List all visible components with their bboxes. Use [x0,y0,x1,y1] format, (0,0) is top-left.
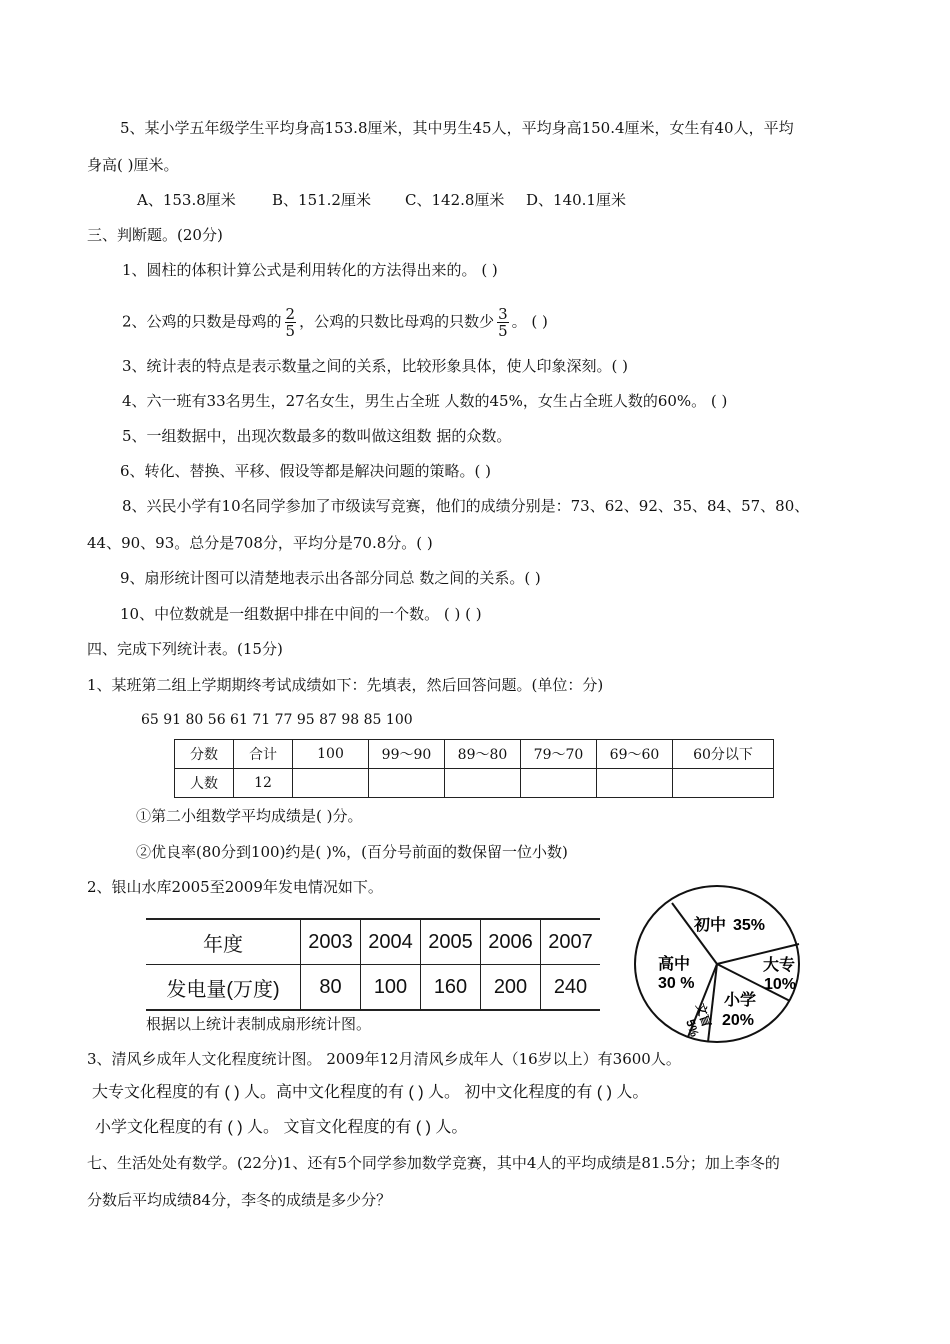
judge-q8-line2: 44、90、93。总分是708分，平均分是70.8分。( ) [87,534,433,552]
judge-q5: 5、一组数据中，出现次数最多的数叫做这组数 据的众数。 [122,427,512,445]
table-cell: 发电量(万度) [166,978,280,1001]
fraction-three-fifths [497,306,509,339]
question-average: ①第二小组数学平均成绩是( )分。 [136,807,363,825]
judge-q2-part-a: 2、公鸡的只数是母鸡的 [122,312,282,331]
table-header-cell: 99～90 [369,740,445,769]
table-header-cell: 2003 [301,919,361,965]
section3-title: 三、判断题。(20分) [87,226,223,244]
fraction-numerator: 2 [285,305,296,323]
pie-label-chuzhong: 初中 [694,917,727,934]
judge-q3: 3、统计表的特点是表示数量之间的关系，比较形象具体，使人印象深刻。( ) [122,357,629,375]
table-header-cell: 2005 [421,919,481,965]
judge-q1: 1、圆柱的体积计算公式是利用转化的方法得出来的。 ( ) [122,261,498,279]
table-cell-blank[interactable] [445,769,521,798]
table-cell: 200 [481,965,541,1011]
table-header-cell: 合计 [234,740,293,769]
score-table [174,739,774,798]
section7-line2: 分数后平均成绩84分，李冬的成绩是多少分？ [87,1191,392,1209]
education-pie-chart [632,885,814,1047]
section4-title: 四、完成下列统计表。(15分) [87,640,283,658]
table-cell-blank[interactable] [521,769,597,798]
table-cell-blank[interactable] [369,769,445,798]
pie-pct-wenmang: 5% [683,1017,702,1039]
pie-pct-dazhuan: 10% [764,976,797,993]
table-cell-blank[interactable] [597,769,673,798]
judge-q4: 4、六一班有33名男生，27名女生，男生占全班 人数的45%，女生占全班人数的60%。 ( ) [122,392,728,410]
judge-q8-line1: 8、兴民小学有10名同学参加了市级读写竞赛，他们的成绩分别是：73、62、92、35、84、57、80、 [122,497,810,515]
judge-q6: 6、转化、替换、平移、假设等都是解决问题的策略。( ) [120,462,492,480]
table-cell: 100 [361,965,421,1011]
pie-pct-xiaoxue: 20% [722,1012,755,1029]
table-cell-blank[interactable] [673,769,774,798]
table-header-cell: 60分以下 [673,740,774,769]
part3-title: 3、清风乡成年人文化程度统计图。 2009年12月清风乡成年人（16岁以上）有3600人。 [87,1050,681,1068]
mc5-option-d: D、140.1厘米 [526,191,626,209]
table-row [175,740,774,769]
table-header-cell: 2006 [481,919,541,965]
fraction-denominator: 5 [285,322,296,340]
table-header-cell: 79～70 [521,740,597,769]
table-cell: 80 [301,965,361,1011]
mc5-option-a: A、153.8厘米 [137,191,236,209]
part3-question-2: 小学文化程度的有 ( ) 人。 文盲文化程度的有 ( ) 人。 [95,1119,468,1136]
part1-title: 1、某班第二组上学期期终考试成绩如下：先填表，然后回答问题。(单位：分) [87,676,604,694]
table-header-cell: 分数 [175,740,234,769]
scores-list: 65 91 80 56 61 71 77 95 87 98 85 100 [141,712,413,728]
part3-question-1: 大专文化程度的有 ( ) 人。高中文化程度的有 ( ) 人。 初中文化程度的有 ( ) 人。 [92,1084,649,1101]
table-header-cell: 100 [293,740,369,769]
pie-label-gaozhong: 高中 [658,956,691,973]
table-cell: 人数 [175,769,234,798]
table-header-cell: 69～60 [597,740,673,769]
judge-q2-part-c: 。 ( ) [511,312,548,331]
mc5-option-c: C、142.8厘米 [405,191,505,209]
table-header-cell: 2007 [541,919,601,965]
table-cell: 12 [234,769,293,798]
pie-label-dazhuan: 大专 [763,957,796,974]
table-header-cell: 2004 [361,919,421,965]
part2-title: 2、银山水库2005至2009年发电情况如下。 [87,878,383,896]
judge-q2 [122,306,548,339]
judge-q2-part-b: ，公鸡的只数比母鸡的只数少 [299,312,495,331]
fraction-two-fifths [285,306,297,339]
part2-note: 根据以上统计表制成扇形统计图。 [146,1016,372,1033]
mc5-option-b: B、151.2厘米 [272,191,371,209]
mc5-line2: 身高( )厘米。 [87,156,179,174]
table-row [175,769,774,798]
fraction-denominator: 5 [498,322,508,340]
judge-q10: 10、中位数就是一组数据中排在中间的一个数。 ( ) ( ) [120,605,482,623]
fraction-numerator: 3 [498,305,508,323]
table-row [146,919,600,965]
mc5-line1: 5、某小学五年级学生平均身高153.8厘米，其中男生45人，平均身高150.4厘米，女生有40人，平均 [120,119,794,137]
table-header-cell: 89～80 [445,740,521,769]
table-row [146,965,600,1011]
pie-label-xiaoxue: 小学 [724,992,757,1009]
table-cell-blank[interactable] [293,769,369,798]
judge-q9: 9、扇形统计图可以清楚地表示出各部分同总 数之间的关系。( ) [120,569,541,587]
pie-pct-gaozhong: 30 % [658,975,695,992]
section7-line1: 七、生活处处有数学。(22分)1、还有5个同学参加数学竞赛，其中4人的平均成绩是81.5分；加上李冬的 [87,1154,780,1172]
table-cell: 160 [421,965,481,1011]
power-table [146,918,600,1011]
table-header-cell: 年度 [146,919,301,965]
table-cell: 240 [541,965,601,1011]
pie-pct-chuzhong: 35% [733,917,766,934]
question-excellent-rate: ②优良率(80分到100)约是( )%，(百分号前面的数保留一位小数) [136,843,568,861]
pie-label-wenmang: 文盲 [693,1001,714,1029]
